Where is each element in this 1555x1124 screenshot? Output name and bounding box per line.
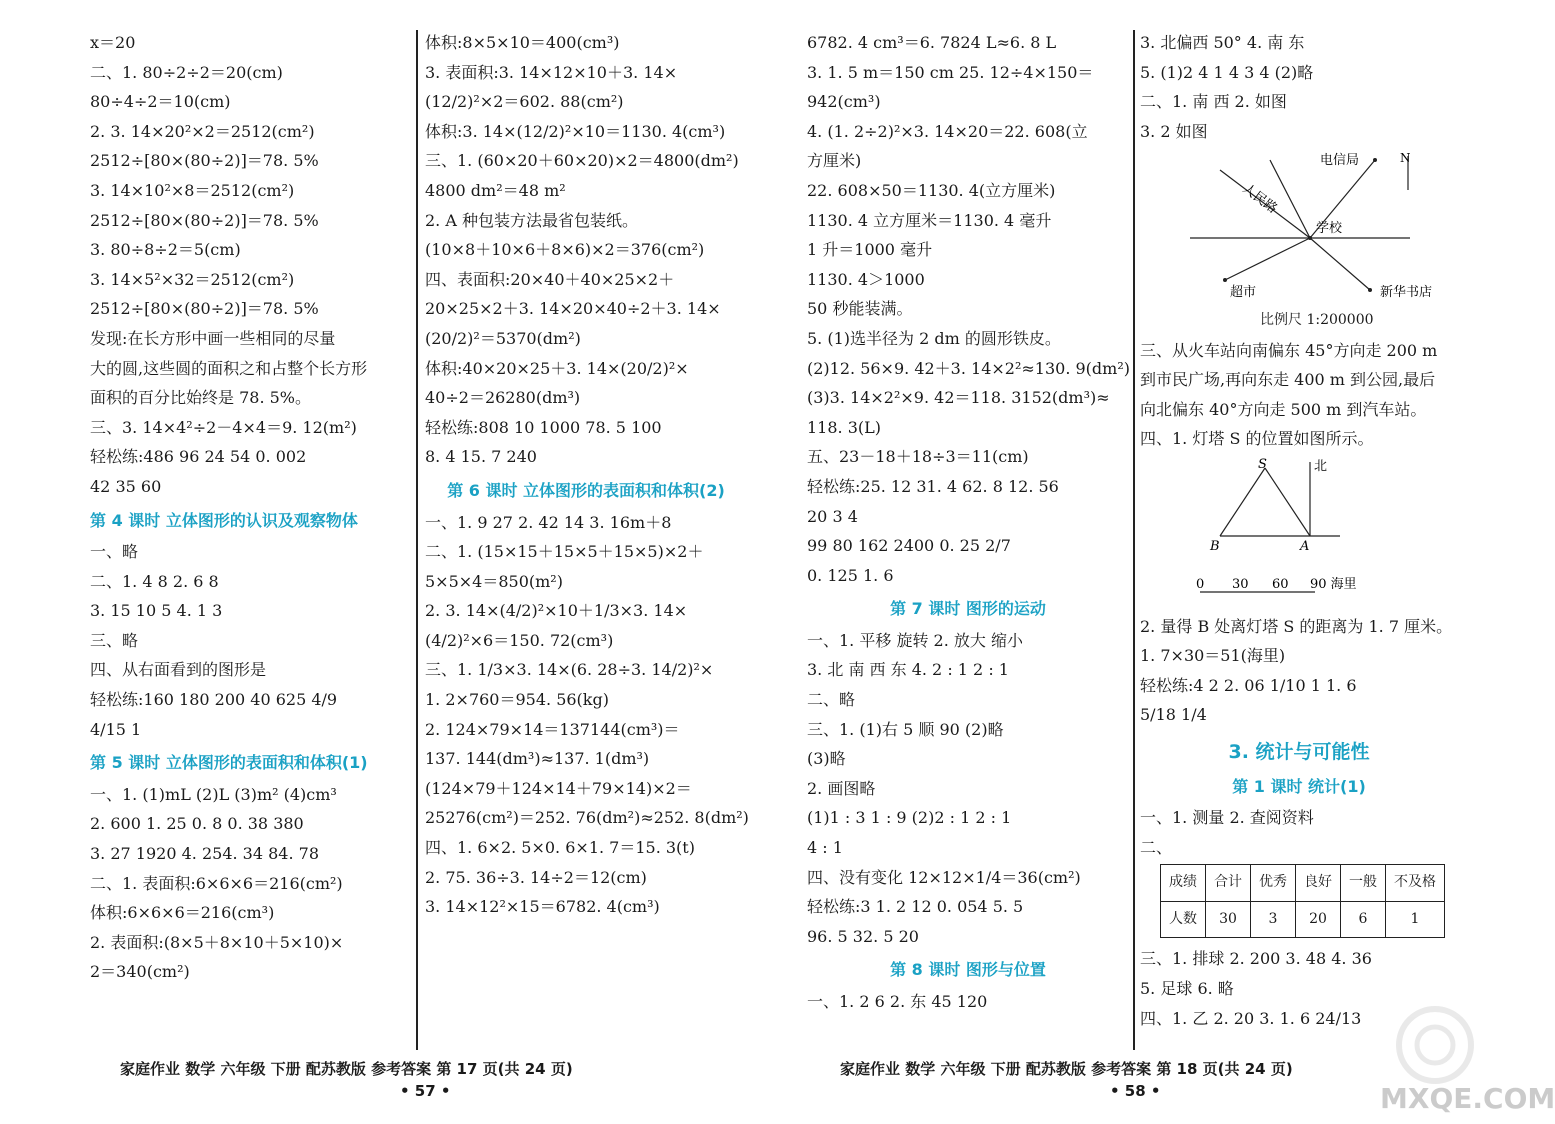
answer-line: (1)1 : 3 1 : 9 (2)2 : 1 2 : 1 (807, 808, 1012, 828)
answer-line: 5. (1)2 4 1 4 3 4 (2)略 (1140, 62, 1314, 82)
table-header-row (1161, 865, 1445, 902)
answer-line: 三、1. 1/3×3. 14×(6. 28÷3. 14/2)²× (425, 660, 714, 680)
answer-line: 二、1. 80÷2÷2＝20(cm) (90, 62, 283, 82)
answer-line: 3. 27 1920 4. 254. 34 84. 78 (90, 844, 319, 864)
map-figure (1180, 150, 1433, 301)
scale-60: 60 (1272, 576, 1289, 592)
lesson-heading-4: 第 4 课时 立体图形的认识及观察物体 (90, 510, 358, 530)
answer-line: 四、1. 6×2. 5×0. 6×1. 7＝15. 3(t) (425, 838, 695, 858)
watermark-text: MXQE.COM (1380, 1082, 1555, 1115)
answer-line: 方厘米) (807, 151, 862, 171)
answer-line: (20/2)²＝5370(dm²) (425, 328, 581, 348)
answer-line: 一、1. 9 27 2. 42 14 3. 16m＋8 (425, 512, 672, 532)
answer-line: 二、 (1140, 837, 1173, 857)
map-scale: 比例尺 1:200000 (1260, 311, 1374, 328)
scale-0: 0 (1196, 576, 1205, 592)
answer-line: 三、从火车站向南偏东 45°方向走 200 m (1140, 340, 1438, 360)
answer-line: (10×8＋10×6＋8×6)×2＝376(cm²) (425, 240, 705, 260)
column-4 (1140, 28, 1458, 1033)
answer-line: 5. (1)选半径为 2 dm 的圆形铁皮。 (807, 328, 1061, 348)
answer-line: 3. 15 10 5 4. 1 3 (90, 601, 223, 621)
answer-line: 2512÷[80×(80÷2)]＝78. 5% (90, 299, 319, 319)
table-header-cell: 合计 (1206, 865, 1251, 902)
answer-line: 体积:3. 14×(12/2)²×10＝1130. 4(cm³) (425, 121, 726, 141)
answer-line: 四、1. 乙 2. 20 3. 1. 6 24/13 (1140, 1008, 1362, 1028)
answer-line: 二、1. 南 西 2. 如图 (1140, 92, 1287, 112)
answer-line: 1. 2×760＝954. 56(kg) (425, 690, 609, 710)
answer-line: (4/2)²×6＝150. 72(cm³) (425, 630, 614, 650)
answer-line: 体积:40×20×25＋3. 14×(20/2)²× (425, 358, 689, 378)
map-supermarket-label: 超市 (1230, 285, 1257, 301)
footer-left: 家庭作业 数学 六年级 下册 配苏教版 参考答案 第 17 页(共 24 页) (120, 1060, 573, 1078)
answer-line: 118. 3(L) (807, 417, 881, 437)
answer-line: (12/2)²×2＝602. 88(cm²) (425, 92, 624, 112)
table-header-cell: 优秀 (1251, 865, 1296, 902)
answer-line: (3)略 (807, 749, 846, 769)
answer-line: 三、1. (60×20＋60×20)×2＝4800(dm²) (425, 151, 739, 171)
answer-line: 20×25×2＋3. 14×20×40÷2＋3. 14× (425, 299, 721, 319)
answer-line: 向北偏东 40°方向走 500 m 到汽车站。 (1140, 399, 1427, 419)
answer-line: 22. 608×50＝1130. 4(立方厘米) (807, 180, 1056, 200)
answer-line: 二、1. 4 8 2. 6 8 (90, 571, 219, 591)
table-cell: 30 (1206, 901, 1251, 938)
table-header-cell: 良好 (1296, 865, 1341, 902)
answer-line: 3. 2 如图 (1140, 121, 1208, 141)
col2-lines-b (425, 508, 747, 922)
answer-line: 四、1. 灯塔 S 的位置如图所示。 (1140, 429, 1374, 449)
answer-line: 99 80 162 2400 0. 25 2/7 (807, 536, 1011, 556)
answer-line: 1130. 4＞1000 (807, 269, 925, 289)
answer-line: 轻松练:4 2 2. 06 1/10 1 1. 6 (1140, 675, 1357, 695)
answer-line: 3. 北 南 西 东 4. 2 : 1 2 : 1 (807, 660, 1009, 680)
col4-lines (1140, 28, 1458, 146)
answer-line: 二、1. 表面积:6×6×6＝216(cm²) (90, 873, 343, 893)
answer-line: 2. 3. 14×(4/2)²×10＋1/3×3. 14× (425, 601, 688, 621)
answer-line: 轻松练:486 96 24 54 0. 002 (90, 447, 307, 467)
answer-line: 0. 125 1. 6 (807, 565, 894, 585)
table-row (1161, 901, 1445, 938)
answer-line: 40÷2＝26280(dm³) (425, 388, 581, 408)
lighthouse-s-label: S (1258, 456, 1267, 472)
answer-line: 42 35 60 (90, 476, 162, 496)
answer-line: 到市民广场,再向东走 400 m 到公园,最后 (1140, 370, 1436, 390)
col4-lines-c (1140, 612, 1458, 730)
answer-line: (2)12. 56×9. 42＋3. 14×2²≈130. 9(dm²) (807, 358, 1130, 378)
answer-line: 五、23－18＋18÷3＝11(cm) (807, 447, 1029, 467)
table-row-label: 人数 (1161, 901, 1206, 938)
column-2 (425, 28, 747, 922)
section-3-heading: 3. 统计与可能性 (1228, 740, 1370, 763)
answer-line: 轻松练:3 1. 2 12 0. 054 5. 5 (807, 897, 1024, 917)
answer-line: 2. 画图略 (807, 778, 876, 798)
col1-lines-c (90, 780, 410, 987)
point-a-label: A (1300, 538, 1310, 554)
answer-line: 1 升＝1000 毫升 (807, 240, 933, 260)
answer-line: 面积的百分比始终是 78. 5%。 (90, 388, 312, 408)
answer-line: 2512÷[80×(80÷2)]＝78. 5% (90, 151, 319, 171)
col4-lines-b (1140, 336, 1458, 454)
column-divider-right (1133, 30, 1135, 1050)
answer-line: 3. 80÷8÷2＝5(cm) (90, 240, 241, 260)
answer-line: 942(cm³) (807, 92, 881, 112)
answer-line: 二、1. (15×15＋15×5＋15×5)×2＋ (425, 542, 704, 562)
north-label: 北 (1314, 458, 1328, 474)
answer-line: 三、1. 排球 2. 200 3. 48 4. 36 (1140, 949, 1372, 969)
answer-line: 轻松练:160 180 200 40 625 4/9 (90, 690, 338, 710)
table-header-cell: 一般 (1341, 865, 1386, 902)
answer-line: 三、3. 14×4²÷2－4×4＝9. 12(m²) (90, 417, 357, 437)
answer-line: 3. 14×12²×15＝6782. 4(cm³) (425, 897, 660, 917)
answer-line: 四、表面积:20×40＋40×25×2＋ (425, 269, 675, 289)
answer-line: 2. 量得 B 处离灯塔 S 的距离为 1. 7 厘米。 (1140, 616, 1453, 636)
footer-right: 家庭作业 数学 六年级 下册 配苏教版 参考答案 第 18 页(共 24 页) (840, 1060, 1293, 1078)
answer-line: 二、略 (807, 690, 856, 710)
column-3 (807, 28, 1129, 1017)
answer-line: 轻松练:808 10 1000 78. 5 100 (425, 417, 662, 437)
answer-line: 三、1. (1)右 5 顺 90 (2)略 (807, 719, 1004, 739)
scale-30: 30 (1232, 576, 1249, 592)
answer-line: 4 : 1 (807, 838, 843, 858)
lesson-heading-6: 第 6 课时 立体图形的表面积和体积(2) (447, 480, 725, 500)
table-cell: 20 (1296, 901, 1341, 938)
map-road-label: 人民路 (1239, 181, 1280, 218)
answer-line: 5×5×4＝850(m²) (425, 571, 563, 591)
col1-lines (90, 28, 410, 502)
lesson-heading-7: 第 7 课时 图形的运动 (890, 599, 1046, 619)
map-bookstore-label: 新华书店 (1380, 285, 1433, 301)
answer-line: 体积:8×5×10＝400(cm³) (425, 33, 620, 52)
table-header-cell: 不及格 (1386, 865, 1445, 902)
lesson-heading-5: 第 5 课时 立体图形的表面积和体积(1) (90, 753, 368, 773)
answer-line: 一、1. 测量 2. 查阅资料 (1140, 808, 1314, 828)
answer-line: 2. 600 1. 25 0. 8 0. 38 380 (90, 814, 304, 834)
answer-line: 50 秒能装满。 (807, 299, 913, 319)
answer-line: 2. A 种包装方法最省包装纸。 (425, 210, 638, 230)
col2-lines (425, 28, 747, 472)
table-cell: 3 (1251, 901, 1296, 938)
scale-90: 90 海里 (1310, 576, 1357, 592)
table-cell: 6 (1341, 901, 1386, 938)
answer-line: 3. 北偏西 50° 4. 南 东 (1140, 33, 1305, 52)
answer-line: 2＝340(cm²) (90, 962, 190, 982)
table-header-cell: 成绩 (1161, 865, 1206, 902)
lighthouse-figure (1180, 458, 1420, 598)
answer-line: 5/18 1/4 (1140, 705, 1207, 725)
answer-line: 3. 表面积:3. 14×12×10＋3. 14× (425, 62, 678, 82)
col3-lines (807, 28, 1129, 590)
answer-line: 四、没有变化 12×12×1/4＝36(cm²) (807, 867, 1081, 887)
answer-line: 2. 3. 14×20²×2＝2512(cm²) (90, 121, 315, 141)
answer-line: 发现:在长方形中画一些相同的尽量 (90, 328, 336, 348)
column-divider-left (416, 30, 418, 1050)
table-cell: 1 (1386, 901, 1445, 938)
answer-line: 1130. 4 立方厘米＝1130. 4 毫升 (807, 210, 1052, 230)
answer-line: 三、略 (90, 630, 139, 650)
answer-line: x＝20 (90, 33, 136, 52)
answer-line: 轻松练:25. 12 31. 4 62. 8 12. 56 (807, 476, 1059, 496)
point-b-label: B (1210, 538, 1220, 554)
map-north-label: N (1400, 151, 1411, 166)
answer-line: 2512÷[80×(80÷2)]＝78. 5% (90, 210, 319, 230)
answer-line: 一、略 (90, 542, 139, 562)
answer-line: 137. 144(dm³)≈137. 1(dm³) (425, 749, 650, 769)
answer-line: 3. 1. 5 m＝150 cm 25. 12÷4×150＝ (807, 62, 1094, 82)
col1-lines-b (90, 537, 410, 744)
answer-line: 6782. 4 cm³＝6. 7824 L≈6. 8 L (807, 33, 1057, 52)
answer-line: 8. 4 15. 7 240 (425, 447, 537, 467)
score-table (1160, 864, 1445, 938)
answer-line: 体积:6×6×6＝216(cm³) (90, 903, 275, 923)
answer-line: (3)3. 14×2²×9. 42＝118. 3152(dm³)≈ (807, 388, 1110, 408)
answer-line: 2. 124×79×14＝137144(cm³)＝ (425, 719, 680, 739)
answer-line: (124×79＋124×14＋79×14)×2＝ (425, 778, 692, 798)
answer-line: 大的圆,这些圆的面积之和占整个长方形 (90, 358, 368, 378)
answer-line: 3. 14×10²×8＝2512(cm²) (90, 180, 295, 200)
answer-line: 96. 5 32. 5 20 (807, 926, 919, 946)
answer-line: 4. (1. 2÷2)²×3. 14×20＝22. 608(立 (807, 121, 1088, 141)
answer-line: 4/15 1 (90, 719, 142, 739)
answer-line: 80÷4÷2＝10(cm) (90, 92, 231, 112)
col4-lines-d (1140, 803, 1458, 862)
map-school-label: 学校 (1316, 221, 1343, 237)
page-number-right: • 58 • (1110, 1082, 1161, 1100)
page-number-left: • 57 • (400, 1082, 451, 1100)
answer-line: 25276(cm²)＝252. 76(dm²)≈252. 8(dm²) (425, 808, 749, 828)
answer-line: 5. 足球 6. 略 (1140, 979, 1234, 999)
column-1 (90, 28, 410, 987)
answer-line: 4800 dm²＝48 m² (425, 180, 566, 200)
answer-line: 2. 表面积:(8×5＋8×10＋5×10)× (90, 932, 344, 952)
answer-line: 一、1. (1)mL (2)L (3)m² (4)cm³ (90, 784, 337, 804)
answer-line: 20 3 4 (807, 506, 858, 526)
answer-line: 1. 7×30＝51(海里) (1140, 646, 1286, 666)
col3-lines-c (807, 987, 1129, 1017)
lesson-heading-8: 第 8 课时 图形与位置 (890, 960, 1046, 980)
lesson-heading-stats: 第 1 课时 统计(1) (1232, 776, 1366, 796)
answer-line: 2. 75. 36÷3. 14÷2＝12(cm) (425, 867, 647, 887)
map-telecom-label: 电信局 (1320, 153, 1360, 169)
answer-line: 一、1. 2 6 2. 东 45 120 (807, 992, 988, 1011)
answer-line: 一、1. 平移 旋转 2. 放大 缩小 (807, 630, 1023, 650)
answer-line: 3. 14×5²×32＝2512(cm²) (90, 269, 295, 289)
answer-line: 四、从右面看到的图形是 (90, 660, 267, 680)
col3-lines-b (807, 626, 1129, 952)
